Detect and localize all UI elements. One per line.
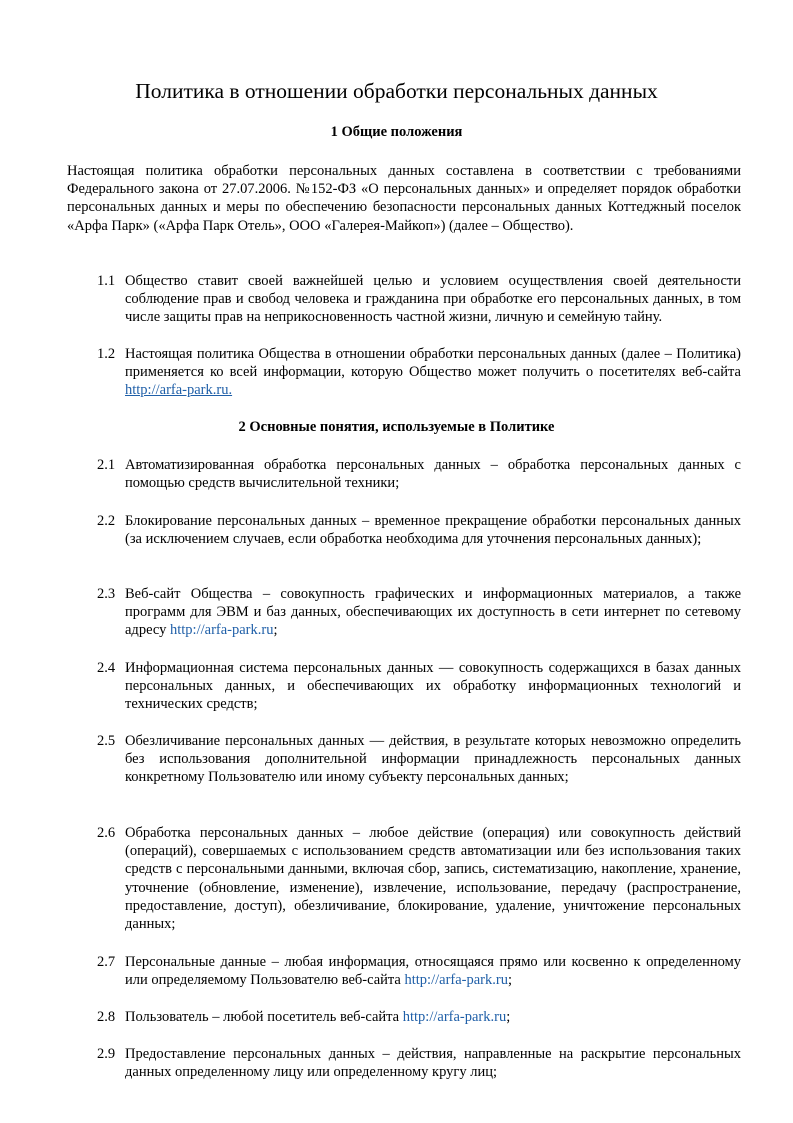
clause-number: 2.4 <box>97 660 116 676</box>
clause-number: 1.2 <box>97 346 116 362</box>
section-2-heading: 2 Основные понятия, используемые в Политике <box>238 419 555 435</box>
clause-number: 2.6 <box>97 825 116 841</box>
clause-text: Автоматизированная обработка персональных данных – обработка персональных данных с помощью средств вычислительной техники; <box>125 457 741 492</box>
clause-number: 2.7 <box>97 954 116 970</box>
clause-number: 2.8 <box>97 1009 116 1025</box>
clause-text: Обработка персональных данных – любое действие (операция) или совокупность действий (операций), совершаемых с использованием средств автоматизации или без использования таких средств с персональными данными, включая сбор, запись, систематизацию, накопление, хранение, уточнение (обновление, изменение), извлечение, использование, передачу (распространение, предоставление, доступ), обезличивание, блокирование, удаление, уничтожение персональных данных; <box>125 825 741 933</box>
clause-text-tail: ; <box>273 622 278 639</box>
clause-number: 2.5 <box>97 733 116 749</box>
clause-text <box>125 953 741 989</box>
site-link[interactable]: http://arfa-park.ru <box>402 1009 507 1025</box>
clause-text <box>125 585 741 640</box>
clause-2-4 <box>97 659 741 714</box>
clause-text-body: Пользователь – любой посетитель веб-сайта <box>125 1009 403 1025</box>
clause-2-3 <box>97 585 741 640</box>
clause-text: Блокирование персональных данных – временное прекращение обработки персональных данных (за исключением случаев, если обработка необходима для уточнения персональных данных); <box>125 513 741 548</box>
clause-text-body: Персональные данные – любая информация, относящаяся прямо или косвенно к определенному или определяемому Пользователю веб-сайта <box>125 954 741 989</box>
clause-text: Информационная система персональных данных — совокупность содержащихся в базах данных персональных данных, и обеспечивающих их обработку информационных технологий и технических средств; <box>125 660 741 713</box>
clause-2-1 <box>97 456 741 492</box>
clause-2-8 <box>97 1008 741 1026</box>
site-link[interactable]: http://arfa-park.ru. <box>125 382 233 399</box>
clause-number: 2.3 <box>97 586 116 602</box>
clause-2-5 <box>97 732 741 787</box>
section-1-heading: 1 Общие положения <box>330 124 463 140</box>
clause-2-6 <box>97 824 741 933</box>
clause-1-2 <box>97 345 741 400</box>
document-title: Политика в отношении обработки персональных данных <box>135 79 658 103</box>
clause-text-tail: ; <box>506 1009 511 1025</box>
site-link[interactable]: http://arfa-park.ru <box>169 622 274 639</box>
clause-number: 2.2 <box>97 513 116 529</box>
clause-text: Общество ставит своей важнейшей целью и условием осуществления своей деятельности соблюдение прав и свобод человека и гражданина при обработке его персональных данных, в том числе защиты прав на неприкосновенность частной жизни, личную и семейную тайну. <box>125 273 741 326</box>
clause-text-tail: ; <box>507 972 512 989</box>
clause-text: Предоставление персональных данных – действия, направленные на раскрытие персональных данных определенному лицу или определенному кругу лиц; <box>125 1046 741 1081</box>
clause-2-7 <box>97 953 741 989</box>
clause-text <box>125 1008 741 1026</box>
clause-2-2 <box>97 512 741 548</box>
clause-2-9 <box>97 1045 741 1081</box>
clause-text: Обезличивание персональных данных — действия, в результате которых невозможно определить без использования дополнительной информации принадлежность персональных данных конкретному Пользователю или иному субъекту персональных данных; <box>125 733 741 786</box>
clause-number: 2.9 <box>97 1046 116 1062</box>
clause-number: 2.1 <box>97 457 116 473</box>
clause-text <box>125 345 741 400</box>
section-1-intro: Настоящая политика обработки персональных данных составлена в соответствии с требованиями Федерального закона от 27.07.2006. №152-ФЗ «О персональных данных» и определяет порядок обработки персональных данных и меры по обеспечению безопасности персональных данных Коттеджный поселок «Арфа Парк» («Арфа Парк Отель», ООО «Галерея-Майкоп») (далее – Общество). <box>67 163 741 234</box>
clause-1-1 <box>97 272 741 327</box>
clause-text-body: Веб-сайт Общества – совокупность графических и информационных материалов, а также программ для ЭВМ и баз данных, обеспечивающих их доступность в сети интернет по сетевому адресу <box>125 586 741 639</box>
clause-number: 1.1 <box>97 273 116 289</box>
clause-text-body: Настоящая политика Общества в отношении обработки персональных данных (далее – Политика) применяется ко всей информации, которую Общество может получить о посетителях веб-сайта <box>125 346 741 381</box>
site-link[interactable]: http://arfa-park.ru <box>404 972 508 989</box>
